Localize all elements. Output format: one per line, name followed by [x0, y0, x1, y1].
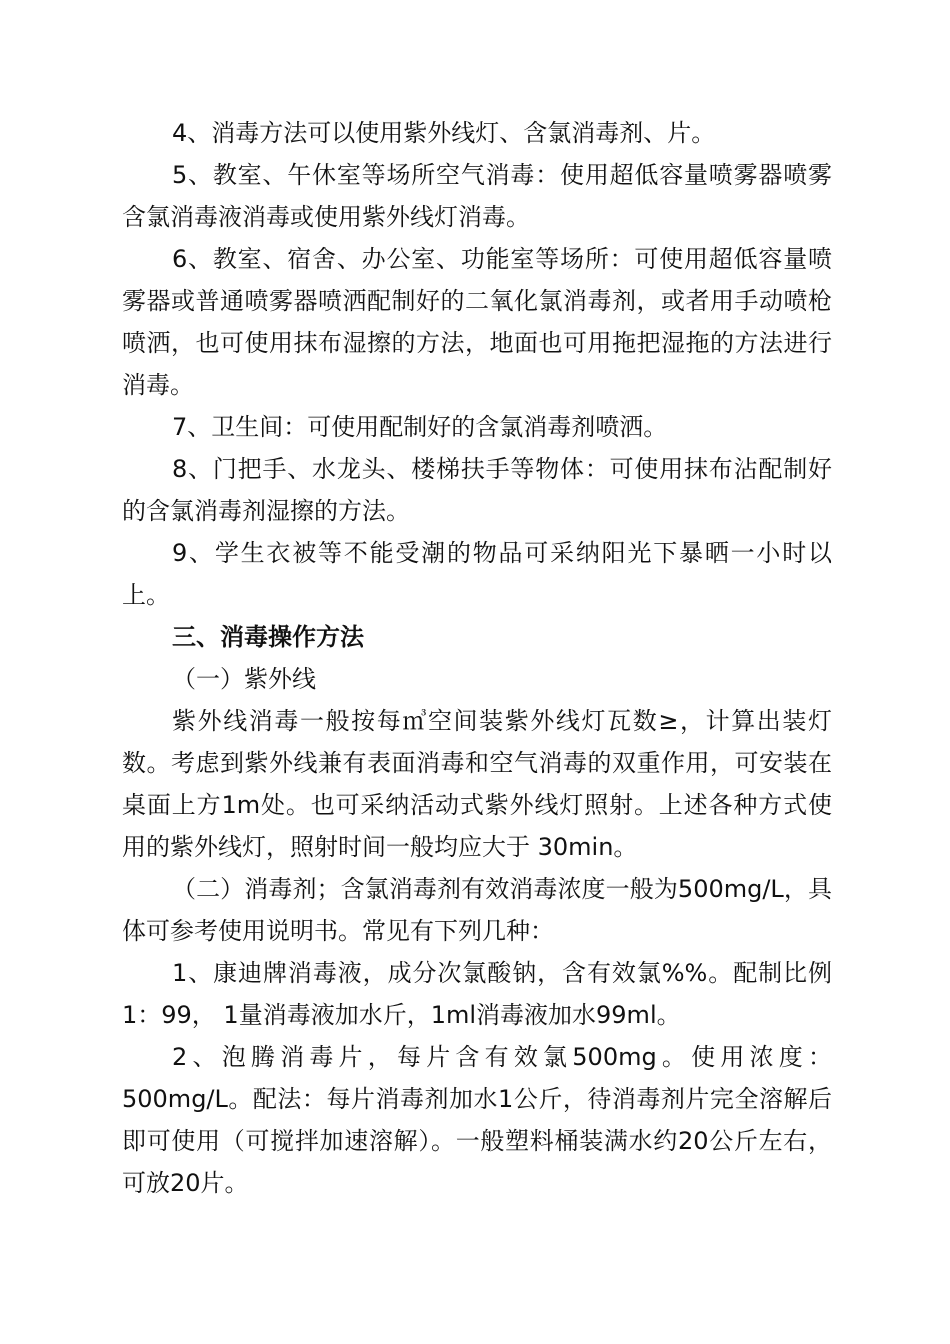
item-5-paragraph: 5、教室、午休室等场所空气消毒：使用超低容量喷雾器喷雾含氯消毒液消毒或使用紫外线灯消毒。 — [122, 161, 832, 231]
item-9-paragraph: 9、学生衣被等不能受潮的物品可采纳阳光下暴晒一小时以上。 — [122, 539, 832, 609]
item-8-paragraph: 8、门把手、水龙头、楼梯扶手等物体：可使用抹布沾配制好的含氯消毒剂湿擦的方法。 — [122, 455, 832, 525]
section-heading: 三、消毒操作方法 — [172, 623, 364, 651]
item-4-paragraph: 4、消毒方法可以使用紫外线灯、含氯消毒剂、片。 — [172, 119, 716, 147]
uv-paragraph: 紫外线消毒一般按每㎥空间装紫外线灯瓦数≥，计算出装灯数。考虑到紫外线兼有表面消毒和空气消毒的双重作用，可安装在桌面上方1m处。也可采纳活动式紫外线灯照射。上述各种方式使用的紫外线灯，照射时间一般均应大于 30min。 — [122, 707, 832, 861]
subsection-uv-heading: （一）紫外线 — [172, 665, 316, 693]
disinfectant-paragraph: （二）消毒剂；含氯消毒剂有效消毒浓度一般为500mg/L，具体可参考使用说明书。常见有下列几种： — [122, 875, 832, 945]
item-6-paragraph: 6、教室、宿舍、办公室、功能室等场所：可使用超低容量喷雾器或普通喷雾器喷洒配制好的二氧化氯消毒剂，或者用手动喷枪喷洒，也可使用抹布湿擦的方法，地面也可用拖把湿拖的方法进行消毒。 — [122, 245, 832, 399]
disinfectant-item-2-paragraph: 2、泡腾消毒片，每片含有效氯500mg。使用浓度：500mg/L。配法：每片消毒剂加水1公斤，待消毒剂片完全溶解后即可使用（可搅拌加速溶解）。一般塑料桶装满水约20公斤左右，可放20片。 — [122, 1043, 832, 1197]
document-body — [122, 112, 832, 1204]
item-7-paragraph: 7、卫生间：可使用配制好的含氯消毒剂喷洒。 — [172, 413, 668, 441]
disinfectant-item-1-paragraph: 1、康迪牌消毒液，成分次氯酸钠，含有效氯%%。配制比例1：99， 1量消毒液加水斤，1ml消毒液加水99ml。 — [122, 959, 832, 1029]
